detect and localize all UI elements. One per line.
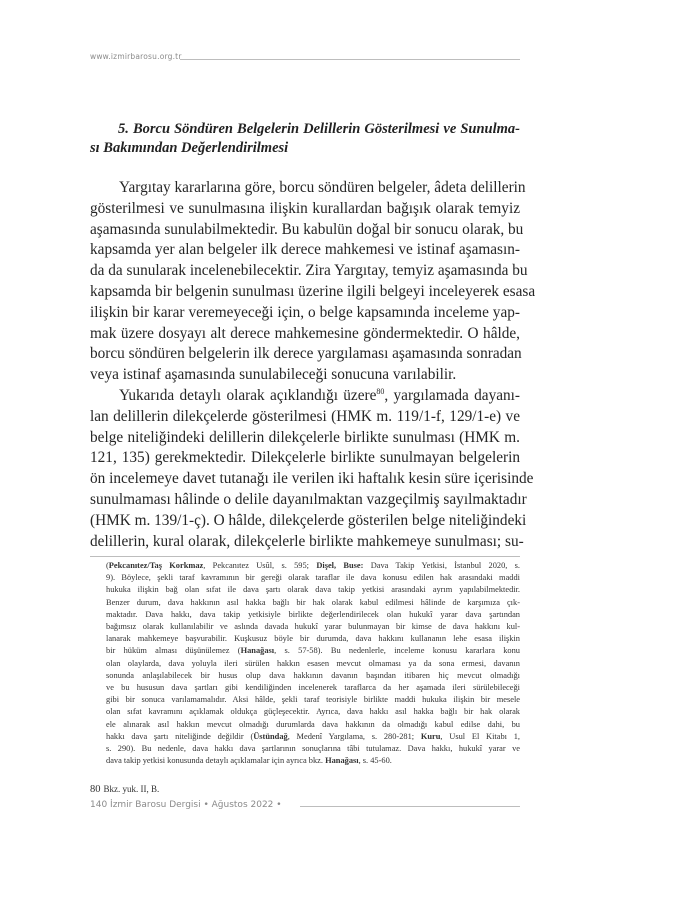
footnote-line: s. 290). Bu nedenle, dava hakkı dava şartlarının sonuçlarına tâbi tutulamaz. Dava hakkı, hukukî yarar ve <box>106 744 520 754</box>
author-name: Pekcanıtez/Taş Korkmaz <box>108 561 204 570</box>
footnote-text: , Usul El Kitabı 1, <box>440 731 520 741</box>
paragraph-line: belge niteliğindeki delillerin dilekçelerle birlikte sunulması (HMK m. <box>90 428 520 446</box>
footnote-line: maktadır. Dava hakkı, dava takip yetkisiyle birlikte değerlendirilecek olan hukukî yarar dava şartından <box>106 609 520 619</box>
paragraph-line: veya istinaf aşamasında sunulabileceği sonucuna varılabilir. <box>90 366 457 384</box>
footnote-text: , Pekcanıtez Usûl, s. 595; <box>203 561 317 570</box>
paragraph-line: mak üzere dosyayı alt derece mahkemesine göndermektedir. O hâlde, <box>90 324 520 342</box>
footnote-line <box>106 731 520 743</box>
footnote-line: hukuka ilişkin bağ olan sıfat ile dava şartı olarak dava takip yetkisi arasındaki ayrım yapılabilmektedir. <box>106 585 520 595</box>
footnote-line: ve bu hususun dava şartları gibi kendiliğinden incelenerek taraflarca da her aşamada ileri sürülebileceği <box>106 683 520 693</box>
footnote-line: 9). Böylece, şekli taraf kavramının bir gereği olarak taraflar ile dava konusu edilen hak arasındaki maddi <box>106 573 520 583</box>
footnote-line <box>106 755 520 767</box>
footnote-text: , Medenî Yargılama, s. 280-281; <box>287 731 421 741</box>
footnote-line: (Pekcanıtez/Taş Korkmaz, Pekcanıtez Usûl, s. 595; Dişel, Buse: Dava Takip Yetkisi, İstanbul 2020, s. <box>106 561 521 570</box>
author-name: Dişel, Buse: <box>316 561 364 570</box>
paragraph-line: sunulmaması hâlinde o delile dayanılmaktan vazgeçilmiş sayılmaktadır <box>90 490 527 508</box>
footnote-text: , s. 57-58). Bu nedenlerle, inceleme konusu kararlara konu <box>274 646 520 656</box>
footnote-continued <box>106 560 520 767</box>
footnote-text: Dava Takip Yetkisi, İstanbul 2020, s. <box>363 561 521 570</box>
paragraph-line: da da sunularak incelenebilecektir. Zira Yargıtay, temyiz aşamasında bu <box>90 262 528 280</box>
paragraph-line: borcu söndüren belgelerin ilk derece yargılaması aşamasında sonradan <box>90 345 522 363</box>
footnote-line: Benzer durum, dava hakkının asıl hakka bağlı bir hak olarak kabul edilmesi hâlinde de karşımıza çık- <box>106 597 520 607</box>
footnote-separator <box>90 556 520 557</box>
footnote-text: hakkı dava şartı niteliğinde değildir ( <box>106 731 254 741</box>
paragraph-line <box>90 386 520 407</box>
footnote-line <box>106 645 520 657</box>
paragraph-line: delillerin, kural olarak, dilekçelerle birlikte mahkemeye sunulması; su- <box>90 532 524 550</box>
author-name: Kuru <box>420 731 441 741</box>
page-header <box>90 52 520 66</box>
footnote-line: gibi bir sonuca varılamamalıdır. Aksi hâlde, şekli taraf teorisiyle birlikte maddi hukuka ilişkin bir mesele <box>106 695 520 705</box>
footnote-line: olan olaylarda, dava yoluyla ileri sürülen hakkın esasen mevcut olmaması ya da sona ermesi, davanın <box>106 658 520 668</box>
footnote-text: dava takip yetkisi konusunda detaylı açıklamalar için ayrıca bkz. <box>106 756 326 766</box>
paragraph-line: 121, 135) gerekmektedir. Dilekçelerle birlikte sunulmayan belgelerin <box>90 449 520 467</box>
paragraph-line: kapsamda yer alan belgeler ilk derece mahkemesi ve istinaf aşamasın- <box>90 241 520 259</box>
paragraph-line: lan delillerin dilekçelerde gösterilmesi (HMK m. 119/1-f, 129/1-e) ve <box>90 407 520 425</box>
paragraph-1 <box>90 178 536 386</box>
footnote-number: 80 <box>90 784 101 795</box>
author-name: Üstündağ <box>253 731 288 741</box>
footnote-line: lanarak mahkemeye başvurabilir. Kuşkusuz böyle bir durumda, dava hakkını kullananın lehe esasa ilişkin <box>106 634 520 644</box>
paragraph-line: (HMK m. 139/1-ç). O hâlde, dilekçelerde gösterilen belge niteliğindeki <box>90 511 527 529</box>
heading-line-2: sı Bakımından Değerlendirilmesi <box>90 139 289 156</box>
paragraph-line: aşamasında sunulabilmektedir. Bu kabulün doğal bir sonucu olarak, bu <box>90 220 524 238</box>
heading-line-1: 5. Borcu Söndüren Belgelerin Delillerin Gösterilmesi ve Sunulma- <box>118 121 520 137</box>
footnote-line: olan sıfat kavramını açıklamak oldukça güçleşecektir. Ayrıca, dava hakkı asıl hakka bağlı bir hak olarak <box>106 707 520 717</box>
footer-text: 140 İzmir Barosu Dergisi • Ağustos 2022 • <box>90 800 282 810</box>
paragraph-line: ilişkin bir karar veremeyeceği için, o belge kapsamında inceleme yap- <box>90 303 520 321</box>
author-name: Hanağası <box>325 756 359 766</box>
footnote-line: ele alınarak asıl hakkın mevcut olmadığı durumlarda dava hakkının da olmadığı kabul edilse dahi, bu <box>106 719 520 729</box>
author-name: Hanağası <box>240 646 275 656</box>
footnote-text: , s. 45-60. <box>358 756 392 766</box>
footnote-80 <box>90 784 159 795</box>
footnote-line: sonunda anlaşılabilecek bir husus olup dava hakkının davanın başından itibaren hiç mevcut olmadığı <box>106 670 520 680</box>
paragraph-line: kapsamda bir belgenin sunulması üzerine ilgili belgeyi inceleyerek esasa <box>90 282 536 300</box>
paragraph-line: gösterilmesi ve sunulmasına ilişkin kurallardan bağışık olarak temyiz <box>90 199 520 217</box>
page-footer <box>90 800 520 814</box>
paragraph-line: ön incelemeye davet tutanağı ile verilen iki haftalık kesin süre içerisinde <box>90 470 534 488</box>
line-text: Yukarıda detaylı olarak açıklandığı üzere <box>119 387 377 404</box>
paragraph-line: Yargıtay kararlarına göre, borcu söndüren belgeler, âdeta delillerin <box>119 179 526 196</box>
footer-rule <box>300 806 520 807</box>
section-heading <box>90 120 520 157</box>
footnote-text: Bkz. yuk. II, B. <box>103 784 160 794</box>
line-text: , yargılamada dayanı- <box>384 387 520 404</box>
footnote-line: bağımsız olarak kullanılabilir ve aslında davada hukukî yarar bulunmayan bir kimse de dava hakkını kul- <box>106 622 520 632</box>
footnote-text: bir hüküm alması düşünülemez ( <box>106 646 241 656</box>
paragraph-2 <box>90 386 534 552</box>
site-url: www.izmirbarosu.org.tr <box>90 52 182 61</box>
header-rule <box>180 59 520 60</box>
footnote-ref-80[interactable]: 80 <box>376 386 385 396</box>
